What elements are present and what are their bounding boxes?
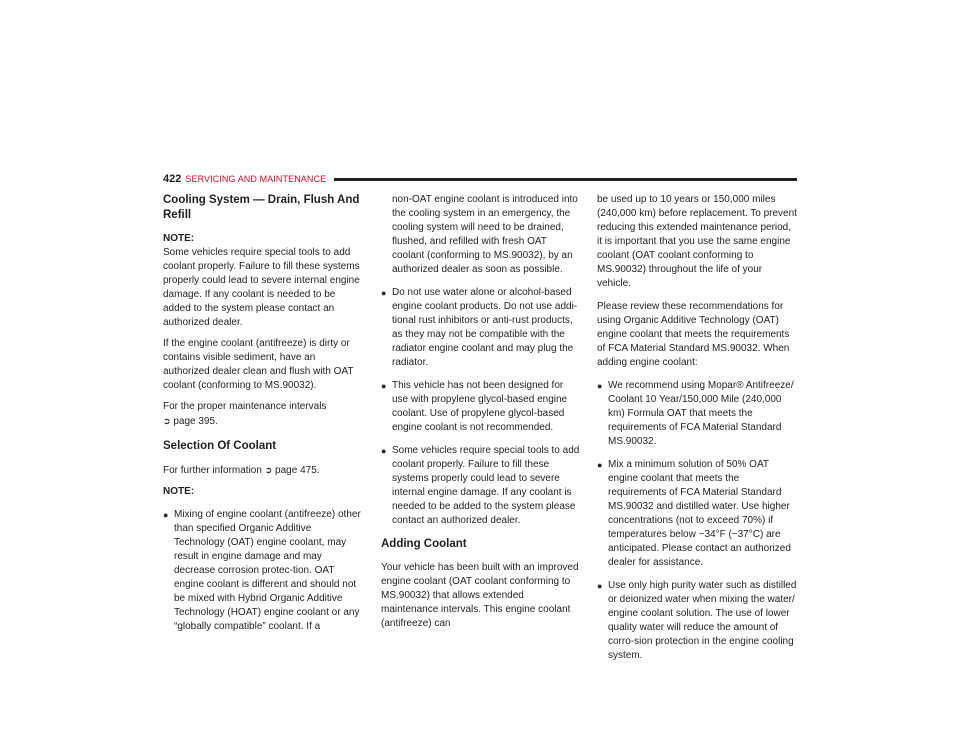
paragraph-sediment: If the engine coolant (antifreeze) is dirty or contains visible sediment, have an authorized dealer clean and flush with OAT coolant (conforming to MS.90032). [163,338,354,391]
bullet-icon: ● [597,581,603,591]
section-title: SERVICING AND MAINTENANCE [185,174,327,184]
bullet-list-2 [381,286,581,528]
continuation-text: non-OAT engine coolant is introduced into the cooling system in an emergency, the cooling system will need to be drained, flushed, and refilled with fresh OAT coolant (conforming to MS.90032), by an authorized dealer as soon as possible. [392,194,578,275]
list-item-text: Mixing of engine coolant (antifreeze) other than specified Organic Additive Technology (OAT) engine coolant, may result in engine damage and may decrease corrosion protec-tion. OAT engine coolant is different and should not be mixed with Hybrid Organic Additive Technology (HOAT) engine coolant or any “globally compatible” coolant. If a [174,509,361,632]
list-item [597,458,797,570]
page-number: 422 [163,173,182,185]
intervals-text: For the proper maintenance intervals [163,401,327,412]
bullet-icon: ● [597,381,603,391]
list-item-text: We recommend using Mopar® Antifreeze/ Coolant 10 Year/150,000 Mile (240,000 km) Formula OAT that meets the requirements of FCA Material Standard MS.90032. [608,380,794,447]
list-item [163,508,363,634]
heading-cooling-system: Cooling System — Drain, Flush And Refill [163,194,360,221]
list-item [381,379,581,435]
column-1 [163,193,363,643]
paragraph-adding-coolant: Your vehicle has been built with an improved engine coolant (OAT coolant conforming to MS.90032) that allows extended maintenance intervals. This engine coolant (antifreeze) can [381,562,579,629]
note-label-2: NOTE: [163,486,195,497]
list-item [597,579,797,663]
column-3 [597,193,797,672]
bullet-list-1 [163,508,363,634]
list-item-text: Use only high purity water such as distilled or deionized water when mixing the water/ engine coolant solution. The use of lower quality water will reduce the amount of corro-sion protection in the engine cooling system. [608,580,797,661]
continuation-text: be used up to 10 years or 150,000 miles (240,000 km) before replacement. To prevent reducing this extended maintenance period, it is important that you use the same engine coolant (OAT coolant conforming to MS.90032) throughout the life of your vehicle. [597,194,797,289]
list-item [597,379,797,449]
list-item-text: Some vehicles require special tools to add coolant properly. Failure to fill these systems properly could lead to severe internal engine damage. If any coolant is needed to be added to the system please contact an authorized dealer. [392,445,580,526]
list-item-text: Mix a minimum solution of 50% OAT engine coolant that meets the requirements of FCA Material Standard MS.90032 and distilled water. Use higher concentrations (not to exceed 70%) if temperatures below −34°F (−37°C) are anticipated. Please contact an authorized dealer for assistance. [608,459,791,568]
paragraph-intervals [163,400,363,429]
paragraph-recommendations: Please review these recommendations for using Organic Additive Technology (OAT) engine coolant that meets the requirements of FCA Material Standard MS.90032. When adding engine coolant: [597,301,790,368]
paragraph-further-info [163,463,363,478]
bullet-icon: ● [381,446,387,456]
page-ref-arrow-icon: ➲ [264,465,273,475]
note-text: Some vehicles require special tools to add coolant properly. Failure to fill these systems properly could lead to severe internal engine damage. If any coolant is needed to be added to the system please contact an authorized dealer. [163,247,360,328]
list-item [381,286,581,370]
note-label: NOTE: [163,233,195,244]
bullet-icon: ● [381,288,387,298]
heading-selection-coolant: Selection Of Coolant [163,440,277,452]
bullet-list-3 [597,379,797,663]
page-ref-arrow-icon: ➲ [163,416,171,426]
heading-adding-coolant: Adding Coolant [381,538,467,550]
header-rule [334,178,797,181]
further-info-page-ref[interactable]: page 475. [275,465,320,476]
bullet-icon: ● [381,381,387,391]
list-item [381,444,581,528]
page-header [163,170,797,188]
bullet-icon: ● [163,510,169,520]
list-item-text: This vehicle has not been designed for use with propylene glycol-based engine coolant. Use of propylene glycol-based engine coolant is not recommended. [392,380,568,433]
list-item-text: Do not use water alone or alcohol-based engine coolant products. Do not use addi-tional rust inhibitors or anti-rust products, as they may not be compatible with the radiator engine coolant and may plug the radiator. [392,287,578,368]
bullet-icon: ● [597,460,603,470]
intervals-page-ref[interactable]: page 395. [173,416,218,427]
further-info-text: For further information [163,465,262,476]
column-2 [381,193,581,638]
